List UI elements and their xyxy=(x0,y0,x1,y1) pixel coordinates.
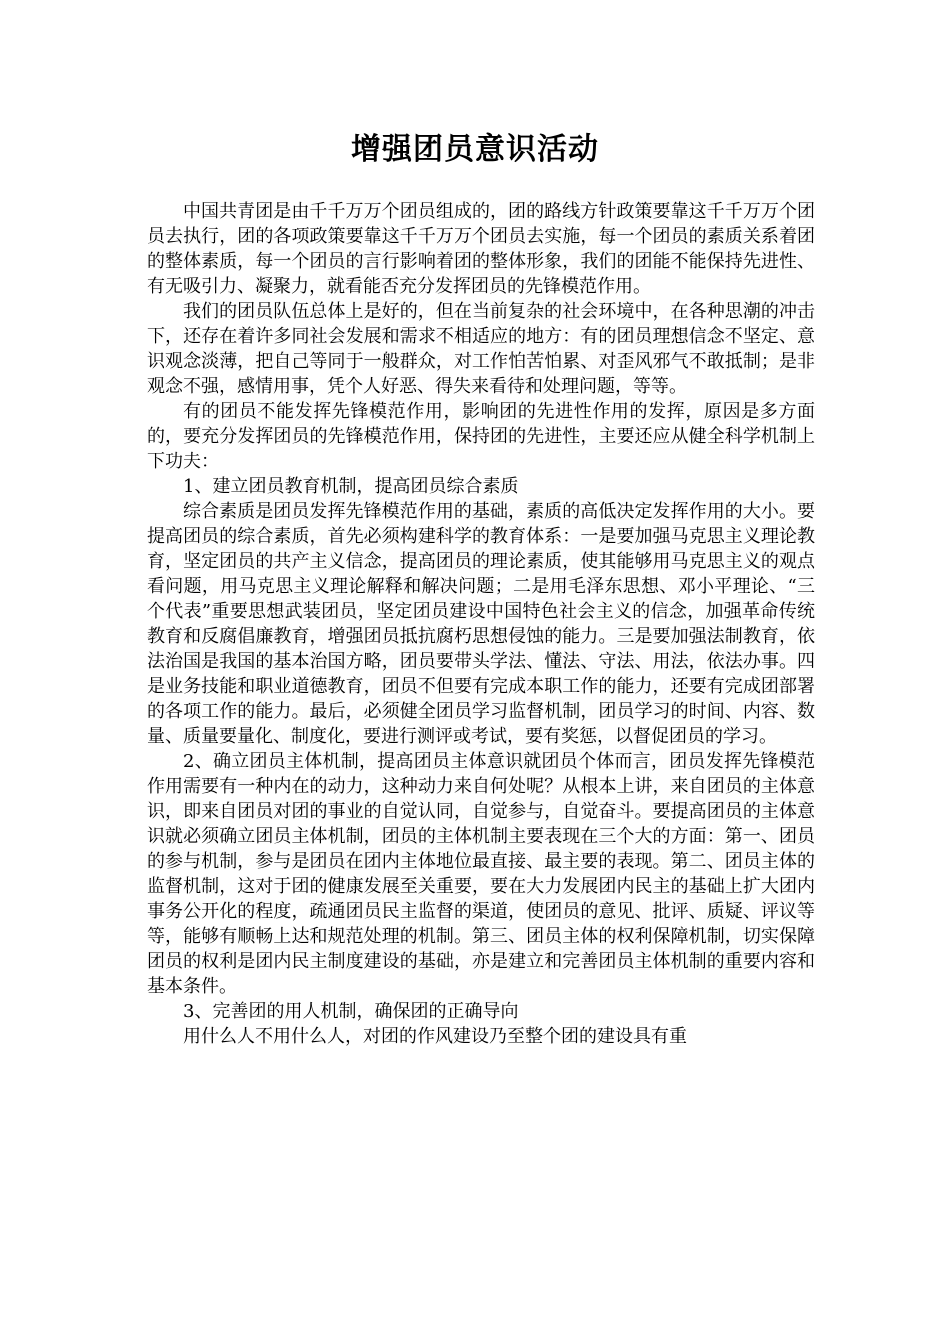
paragraph-subject-mechanism: 2、确立团员主体机制，提高团员主体意识就团员个体而言，团员发挥先锋模范作用需要有一种内在的动力，这种动力来自何处呢？从根本上讲，来自团员的主体意识，即来自团员对团的事业的自觉认同，自觉参与，自觉奋斗。要提高团员的主体意识就必须确立团员主体机制，团员的主体机制主要表现在三个大的方面：第一、团员的参与机制，参与是团员在团内主体地位最直接、最主要的表现。第二、团员主体的监督机制，这对于团的健康发展至关重要，要在大力发展团内民主的基础上扩大团内事务公开化的程度，疏通团员民主监督的渠道，使团员的意见、批评、质疑、评议等等，能够有顺畅上达和规范处理的机制。第三、团员主体的权利保障机制，切实保障团员的权利是团内民主制度建设的基础，亦是建立和完善团员主体机制的重要内容和基本条件。 xyxy=(147,751,815,997)
section-heading-3: 3、完善团的用人机制，确保团的正确导向 xyxy=(183,1001,519,1022)
paragraph-intro: 中国共青团是由千千万万个团员组成的，团的路线方针政策要靠这千千万万个团员去执行，团的各项政策要靠这千千万万个团员去实施，每一个团员的素质关系着团的整体素质，每一个团员的言行影响着团的整体形象，我们的团能不能保持先进性、有无吸引力、凝聚力，就看能否充分发挥团员的先锋模范作用。 xyxy=(147,201,815,297)
section-heading-1: 1、建立团员教育机制，提高团员综合素质 xyxy=(183,476,519,497)
paragraph-education: 综合素质是团员发挥先锋模范作用的基础，素质的高低决定发挥作用的大小。要提高团员的综合素质，首先必须构建科学的教育体系：一是要加强马克思主义理论教育，坚定团员的共产主义信念，提高团员的理论素质，使其能够用马克思主义的观点看问题，用马克思主义理论解释和解决问题；二是用毛泽东思想、邓小平理论、“三个代表”重要思想武装团员，坚定团员建设中国特色社会主义的信念，加强革命传统教育和反腐倡廉教育，增强团员抵抗腐朽思想侵蚀的能力。三是要加强法制教育，依法治国是我国的基本治国方略，团员要带头学法、懂法、守法、用法，依法办事。四是业务技能和职业道德教育，团员不但要有完成本职工作的能力，还要有完成团部署的各项工作的能力。最后，必须健全团员学习监督机制，团员学习的时间、内容、数量、质量要量化、制度化，要进行测评或考试，要有奖惩，以督促团员的学习。 xyxy=(147,501,815,747)
document-body xyxy=(147,199,815,1049)
paragraph-reasons: 有的团员不能发挥先锋模范作用，影响团的先进性作用的发挥，原因是多方面的，要充分发挥团员的先锋模范作用，保持团的先进性，主要还应从健全科学机制上下功夫： xyxy=(147,401,815,472)
paragraph-employment: 用什么人不用什么人，对团的作风建设乃至整个团的建设具有重 xyxy=(183,1026,687,1047)
document-title: 增强团员意识活动 xyxy=(351,132,599,167)
paragraph-situation: 我们的团员队伍总体上是好的，但在当前复杂的社会环境中，在各种思潮的冲击下，还存在着许多同社会发展和需求不相适应的地方：有的团员理想信念不坚定、意识观念淡薄，把自己等同于一般群众，对工作怕苦怕累、对歪风邪气不敢抵制；是非观念不强，感情用事，凭个人好恶、得失来看待和处理问题，等等。 xyxy=(147,301,815,397)
